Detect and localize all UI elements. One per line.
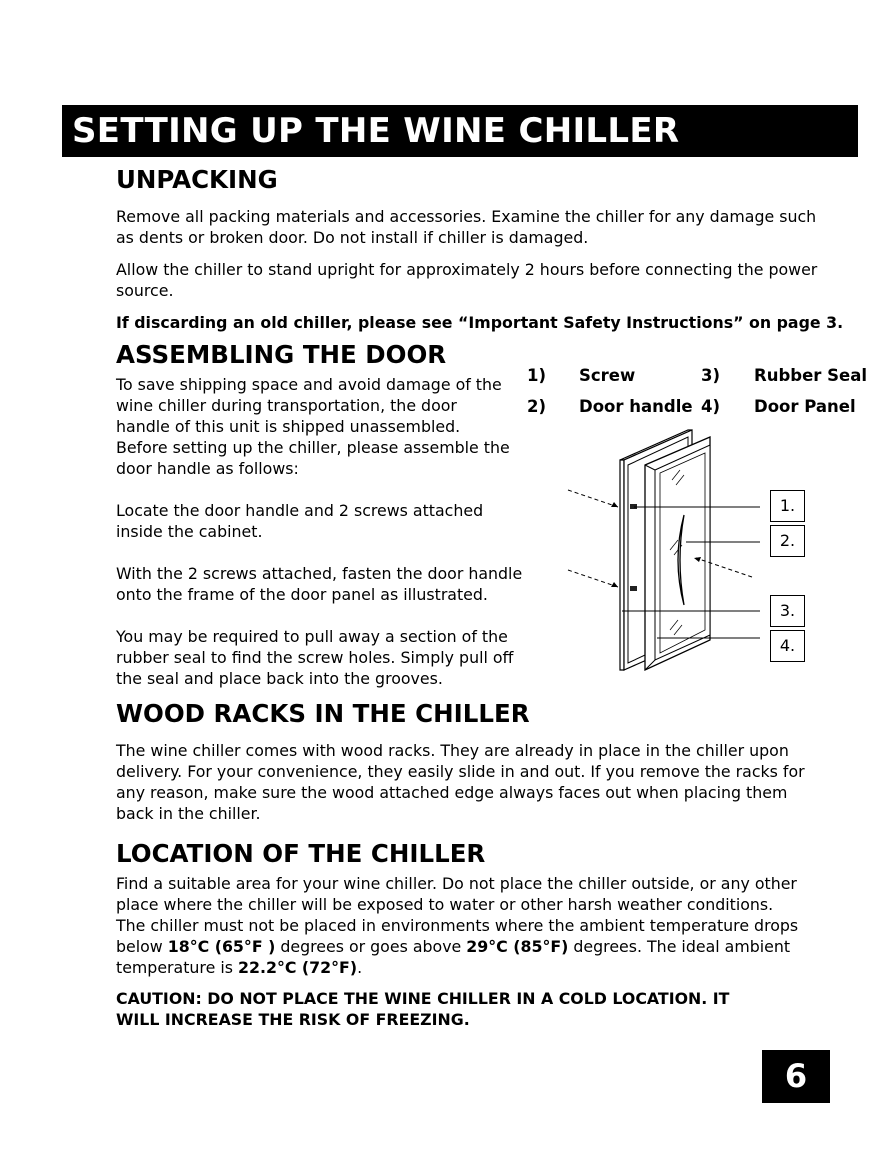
assembling-paragraph-2: Locate the door handle and 2 screws attached inside the cabinet. — [116, 501, 484, 541]
unpacking-heading: UNPACKING — [116, 165, 278, 194]
assembling-paragraph-1: To save shipping space and avoid damage of the wine chiller during transportation, the door handle of this unit is shipped unassembled. Before setting up the chiller, please assemble the door handle as follows: — [116, 375, 510, 478]
section-title: SETTING UP THE WINE CHILLER — [72, 111, 680, 151]
legend-label-door-panel: Door Panel — [754, 397, 856, 416]
unpacking-paragraph-2: Allow the chiller to stand upright for approximately 2 hours before connecting the power source. — [116, 260, 818, 300]
assembling-paragraph-3: With the 2 screws attached, fasten the door handle onto the frame of the door panel as illustrated. — [116, 564, 523, 604]
assembling-heading: ASSEMBLING THE DOOR — [116, 340, 447, 369]
legend-label-door-handle: Door handle — [579, 397, 693, 416]
wood-racks-paragraph: The wine chiller comes with wood racks. They are already in place in the chiller upon delivery. For your convenience, they easily slide in and out. If you remove the racks for any reason, make sure the wood attached edge always faces out when placing them back in the chiller. — [116, 741, 805, 823]
legend-label-rubber-seal: Rubber Seal — [754, 366, 868, 385]
callout-1: 1. — [770, 490, 805, 522]
legend-number-2: 2) — [527, 397, 547, 416]
section-banner — [62, 105, 858, 157]
callout-2: 2. — [770, 525, 805, 557]
legend-number-4: 4) — [701, 397, 721, 416]
screw-bottom — [630, 586, 637, 591]
page-number: 6 — [762, 1050, 830, 1103]
caution-note: CAUTION: DO NOT PLACE THE WINE CHILLER IN A COLD LOCATION. IT WILL INCREASE THE RISK OF FREEZING. — [116, 989, 730, 1029]
door-assembly-diagram — [560, 425, 796, 684]
legend-number-3: 3) — [701, 366, 721, 385]
callout-3: 3. — [770, 595, 805, 627]
assembling-paragraph-4: You may be required to pull away a section of the rubber seal to find the screw holes. Simply pull off the seal and place back into the grooves. — [116, 627, 514, 688]
door-illustration — [560, 425, 760, 680]
location-paragraph: Find a suitable area for your wine chiller. Do not place the chiller outside, or any other place where the chiller will be exposed to water or other harsh weather conditions. The chiller must not be placed in environments where the ambient temperature drops below 18°C (65°F ) degrees or goes above 29°C (85°F) degrees. The ideal ambient temperature is 22.2°C (72°F). — [116, 874, 799, 977]
legend-number-1: 1) — [527, 366, 547, 385]
location-heading: LOCATION OF THE CHILLER — [116, 839, 486, 868]
wood-racks-heading: WOOD RACKS IN THE CHILLER — [116, 699, 530, 728]
callout-4: 4. — [770, 630, 805, 662]
legend-label-screw: Screw — [579, 366, 636, 385]
unpacking-safety-note: If discarding an old chiller, please see “Important Safety Instructions” on page 3. — [116, 313, 844, 332]
unpacking-paragraph-1: Remove all packing materials and accessories. Examine the chiller for any damage such as dents or broken door. Do not install if chiller is damaged. — [116, 207, 817, 247]
